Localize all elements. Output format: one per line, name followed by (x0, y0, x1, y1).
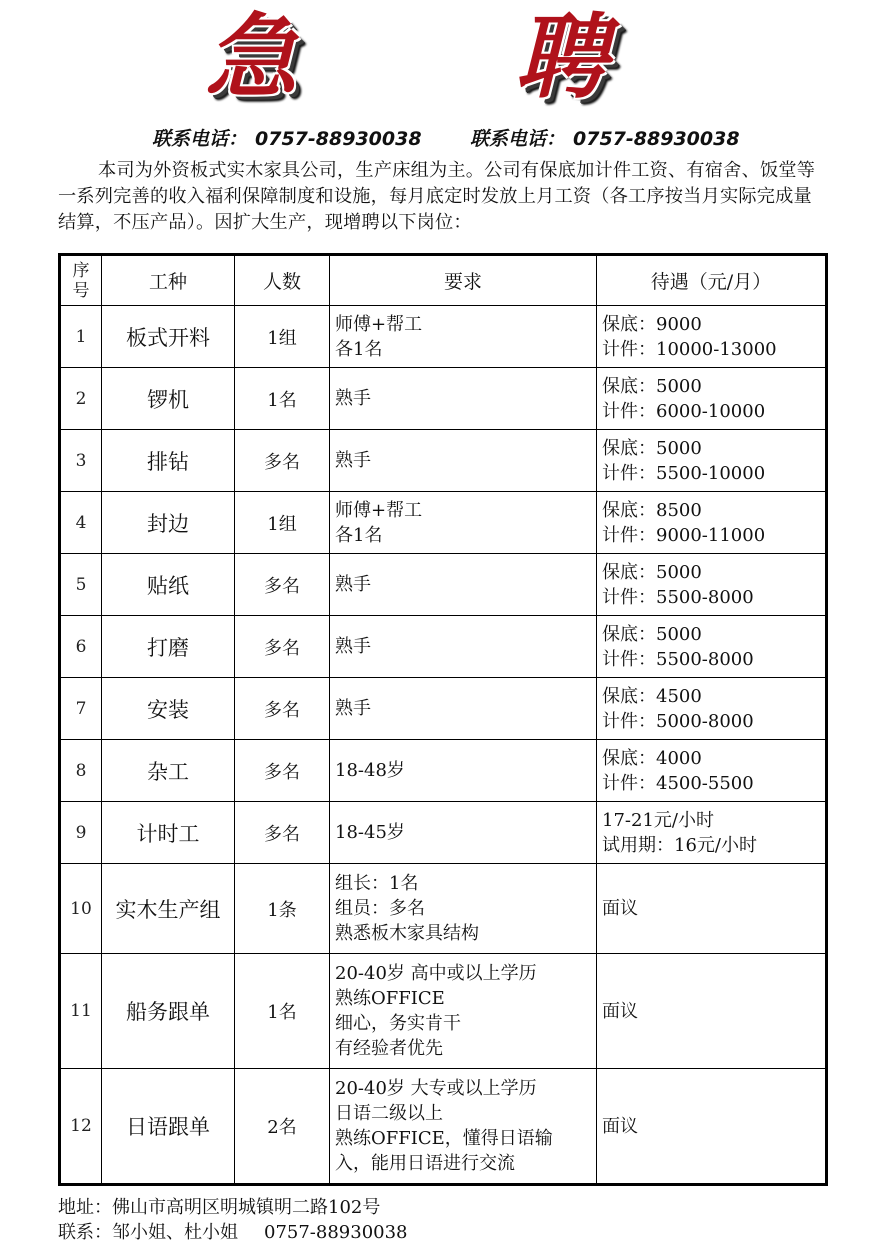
table-row (60, 430, 827, 492)
headcount: 1组 (235, 492, 330, 554)
table-row (60, 554, 827, 616)
requirement-line: 熟悉板木家具结构 (335, 923, 479, 944)
requirements (330, 554, 597, 616)
requirements (330, 616, 597, 678)
phone-label: 联系电话： (152, 128, 248, 150)
table-row (60, 306, 827, 368)
headcount: 2名 (235, 1069, 330, 1185)
table-row (60, 864, 827, 954)
pay-line: 计件：4500-5500 (602, 772, 754, 794)
pay-line: 保底：5000 (602, 623, 702, 645)
requirement-line: 组员：多名 (335, 898, 425, 919)
requirement-line: 师傅+帮工 (335, 313, 423, 335)
pay-line: 17-21元/小时 (602, 809, 714, 831)
row-number: 4 (60, 492, 102, 554)
table-row (60, 740, 827, 802)
requirements (330, 740, 597, 802)
pay-line: 计件：9000-11000 (602, 524, 766, 546)
pay-line: 保底：5000 (602, 561, 702, 583)
headcount: 1组 (235, 306, 330, 368)
headcount: 1名 (235, 368, 330, 430)
requirement-line: 组长：1名 (335, 873, 419, 894)
header-count: 人数 (235, 255, 330, 306)
pay-line: 面议 (602, 1115, 638, 1137)
requirements (330, 430, 597, 492)
requirements (330, 306, 597, 368)
job-title: 安装 (102, 678, 235, 740)
pay (597, 1069, 827, 1185)
headcount: 1条 (235, 864, 330, 954)
table-header-row (60, 255, 827, 306)
header-pay: 待遇（元/月） (597, 255, 827, 306)
pay-line: 计件：5500-10000 (602, 462, 766, 484)
requirement-line: 18-45岁 (335, 822, 405, 843)
contact-names: 联系：邹小姐、杜小姐 (58, 1222, 238, 1243)
requirement-line: 入，能用日语进行交流 (335, 1153, 515, 1174)
headcount: 多名 (235, 554, 330, 616)
row-number: 9 (60, 802, 102, 864)
table-row (60, 802, 827, 864)
header-seq-label: 序号 (72, 260, 90, 301)
requirements (330, 802, 597, 864)
job-title: 船务跟单 (102, 954, 235, 1069)
contact-phone-left (152, 124, 422, 151)
company-intro: 本司为外资板式实木家具公司，生产床组为主。公司有保底加计件工资、有宿舍、饭堂等一系列完善的收入福利保障制度和设施，每月底定时发放上月工资（各工序按当月实际完成量结算，不压产品）。因扩大生产，现增聘以下岗位： (58, 160, 816, 233)
pay (597, 954, 827, 1069)
requirement-line: 日语二级以上 (335, 1103, 443, 1124)
pay-line: 计件：5500-8000 (602, 648, 754, 670)
requirement-line: 熟手 (335, 636, 371, 657)
requirement-line: 20-40岁 大专或以上学历 (335, 1078, 537, 1099)
footer-contact (58, 1218, 408, 1244)
headline-right: 聘 (515, 4, 608, 111)
headline-left: 急 (205, 4, 298, 111)
job-title: 排钻 (102, 430, 235, 492)
row-number: 7 (60, 678, 102, 740)
requirement-line: 师傅+帮工 (335, 499, 423, 521)
pay (597, 864, 827, 954)
table-row (60, 492, 827, 554)
header-seq (60, 255, 102, 306)
job-title: 计时工 (102, 802, 235, 864)
contact-phone: 0757-88930038 (264, 1222, 408, 1243)
pay-line: 计件：5000-8000 (602, 710, 754, 732)
pay-line: 计件：5500-8000 (602, 586, 754, 608)
table-row (60, 368, 827, 430)
phone-number: 0757-88930038 (255, 128, 422, 150)
headcount: 多名 (235, 802, 330, 864)
header-requirements: 要求 (330, 255, 597, 306)
table-row (60, 1069, 827, 1185)
requirement-line: 熟手 (335, 388, 371, 409)
job-title: 打磨 (102, 616, 235, 678)
requirements (330, 492, 597, 554)
pay (597, 368, 827, 430)
requirement-line: 各1名 (335, 338, 383, 360)
pay (597, 492, 827, 554)
job-title: 贴纸 (102, 554, 235, 616)
requirement-line: 熟手 (335, 574, 371, 595)
pay-line: 计件：10000-13000 (602, 338, 777, 360)
row-number: 2 (60, 368, 102, 430)
row-number: 5 (60, 554, 102, 616)
requirements (330, 678, 597, 740)
table-row (60, 678, 827, 740)
pay (597, 740, 827, 802)
requirements (330, 954, 597, 1069)
pay-line: 面议 (602, 1000, 638, 1022)
pay (597, 554, 827, 616)
requirement-line: 熟练OFFICE，懂得日语输 (335, 1128, 553, 1149)
job-title: 板式开料 (102, 306, 235, 368)
pay-line: 试用期：16元/小时 (602, 834, 757, 856)
row-number: 11 (60, 954, 102, 1069)
requirement-line: 熟手 (335, 698, 371, 719)
pay-line: 保底：5000 (602, 437, 702, 459)
pay (597, 306, 827, 368)
headcount: 1名 (235, 954, 330, 1069)
job-title: 实木生产组 (102, 864, 235, 954)
contact-phone-right (470, 124, 740, 151)
requirements (330, 864, 597, 954)
requirement-line: 18-48岁 (335, 760, 405, 781)
requirement-line: 有经验者优先 (335, 1038, 443, 1059)
pay (597, 678, 827, 740)
pay-line: 保底：8500 (602, 499, 702, 521)
row-number: 12 (60, 1069, 102, 1185)
requirement-line: 熟手 (335, 450, 371, 471)
row-number: 10 (60, 864, 102, 954)
pay-line: 面议 (602, 898, 638, 919)
requirements (330, 1069, 597, 1185)
job-title: 封边 (102, 492, 235, 554)
pay (597, 430, 827, 492)
pay-line: 计件：6000-10000 (602, 400, 766, 422)
phone-number: 0757-88930038 (573, 128, 740, 150)
row-number: 8 (60, 740, 102, 802)
pay-line: 保底：5000 (602, 375, 702, 397)
headcount: 多名 (235, 616, 330, 678)
job-title: 日语跟单 (102, 1069, 235, 1185)
job-title: 锣机 (102, 368, 235, 430)
header-role: 工种 (102, 255, 235, 306)
pay-line: 保底：4000 (602, 747, 702, 769)
pay (597, 802, 827, 864)
job-table (58, 253, 828, 1186)
job-rows (60, 306, 827, 1185)
requirement-line: 各1名 (335, 524, 383, 546)
requirement-line: 熟练OFFICE (335, 988, 445, 1009)
row-number: 3 (60, 430, 102, 492)
requirement-line: 细心，务实肯干 (335, 1013, 461, 1034)
pay-line: 保底：4500 (602, 685, 702, 707)
row-number: 6 (60, 616, 102, 678)
requirement-line: 20-40岁 高中或以上学历 (335, 963, 537, 984)
job-title: 杂工 (102, 740, 235, 802)
headcount: 多名 (235, 740, 330, 802)
table-row (60, 616, 827, 678)
table-row (60, 954, 827, 1069)
headcount: 多名 (235, 430, 330, 492)
headcount: 多名 (235, 678, 330, 740)
phone-label: 联系电话： (470, 128, 566, 150)
pay-line: 保底：9000 (602, 313, 702, 335)
row-number: 1 (60, 306, 102, 368)
pay (597, 616, 827, 678)
footer-address: 地址：佛山市高明区明城镇明二路102号 (58, 1197, 381, 1218)
requirements (330, 368, 597, 430)
